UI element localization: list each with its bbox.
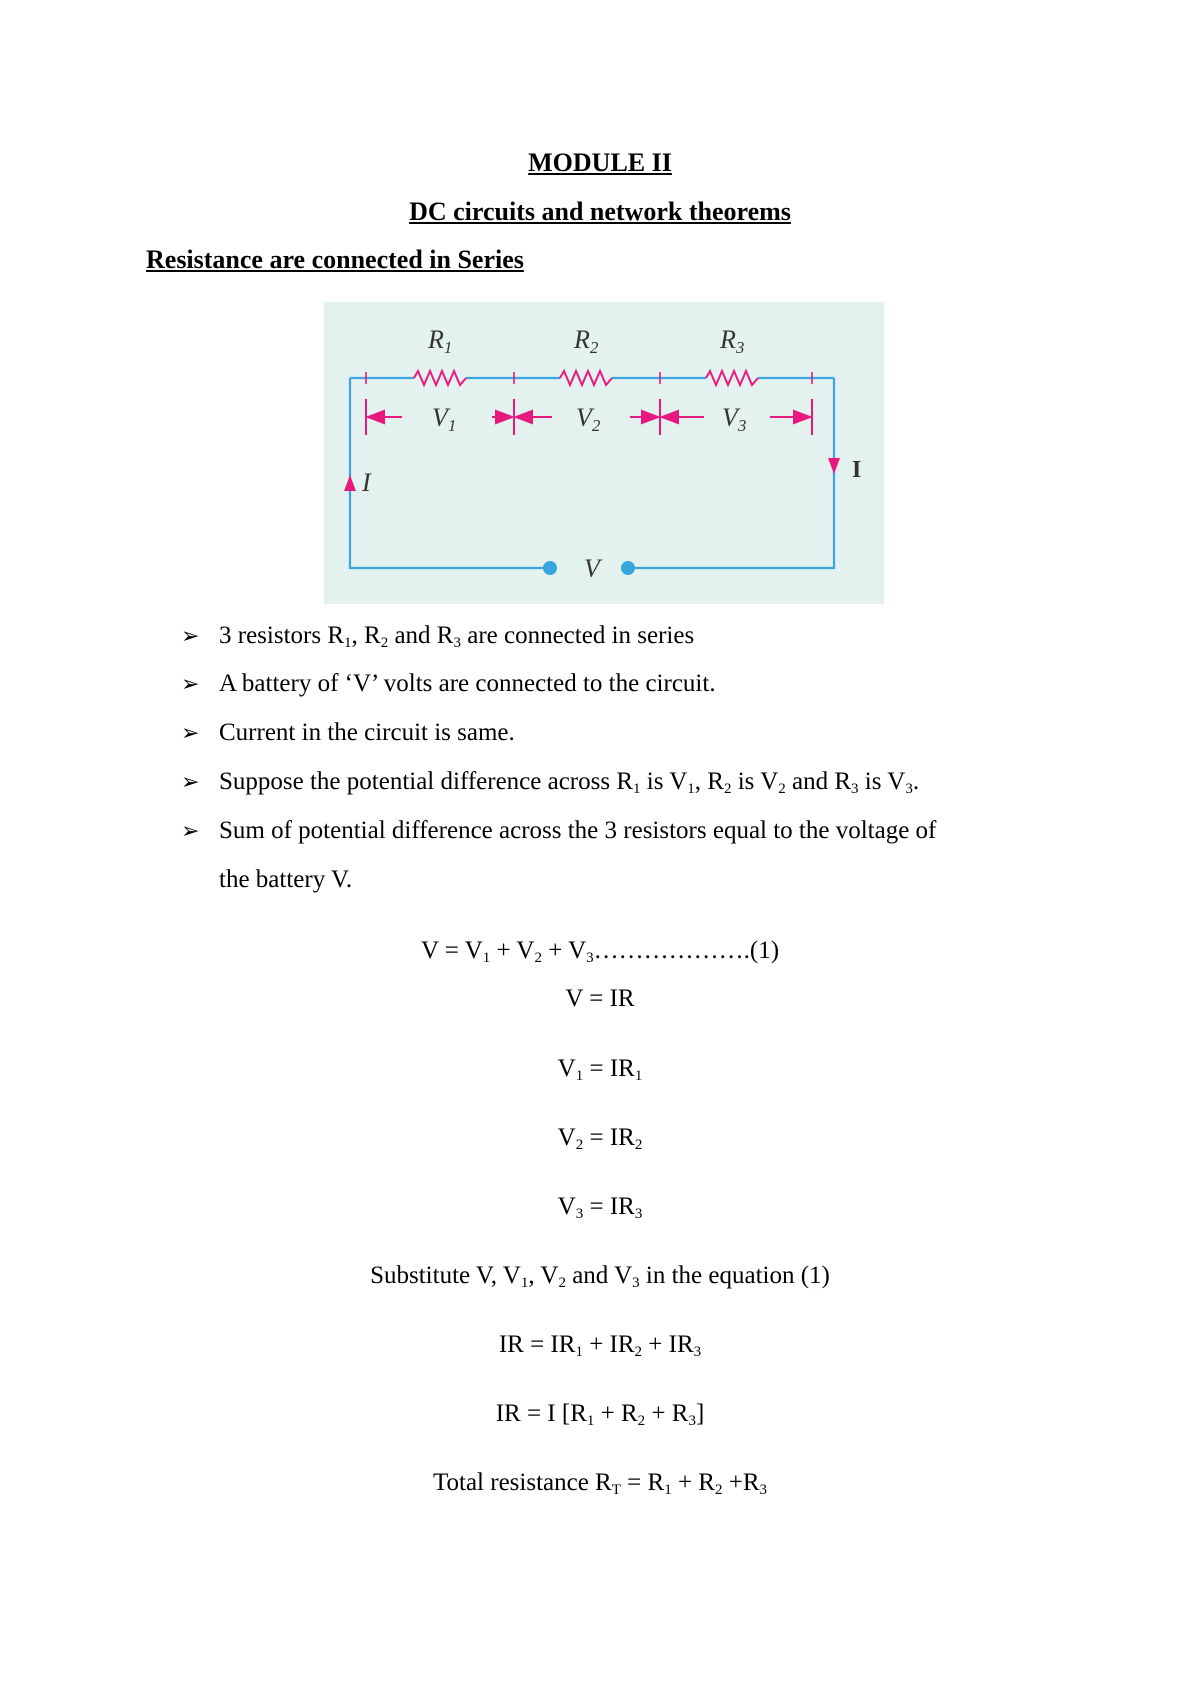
bullet-item <box>181 670 716 700</box>
series-circuit-diagram <box>324 302 884 604</box>
battery-terminal-positive <box>621 561 635 575</box>
equation-substituted: IR = $IR_1 + IR_2 + IR_3$ <box>498 1331 702 1360</box>
bullet-item <box>181 768 919 798</box>
equation-v2: $V_2 = IR_2$ <box>557 1124 643 1153</box>
bullet-text: Sum of potential difference across the 3 resistors equal to the voltage of <box>219 817 937 844</box>
equation-factored: IR = I $[R_1 + R_2 + R_3]$ <box>495 1400 705 1429</box>
equation-ohm: V = IR <box>565 985 635 1012</box>
arrow-bullet-icon: ➢ <box>181 672 200 697</box>
equation-1: $V = V_1 + V_2$ + $V_3\dots\dots\dots\dots\dots\dots.(1)$ <box>420 937 780 966</box>
battery-label: V <box>584 554 600 583</box>
equation-v3: $V_3 = IR_3$ <box>557 1193 643 1222</box>
diagram-background <box>324 302 884 604</box>
substitute-line: Substitute V, $V_1$, $V_2$ and $V_3$ in the equation (1) <box>370 1262 830 1291</box>
resistor-label-r2: R2 <box>574 325 599 357</box>
bullet-item <box>181 719 515 749</box>
bullet-text: Suppose the potential difference across $R_1$ is $V_1$, $R_2$ is $V_2$ and $R_3$ is $V_3$. <box>219 768 920 797</box>
bullet-item <box>181 622 694 652</box>
arrow-bullet-icon: ➢ <box>181 770 200 795</box>
bullet-text: Current in the circuit is same. <box>219 719 515 746</box>
bullet-text: A battery of ‘V’ volts are connected to the circuit. <box>219 670 716 697</box>
page-subtitle: DC circuits and network theorems <box>409 197 791 226</box>
equation-v1: $V_1 = IR_1$ <box>557 1055 643 1084</box>
arrow-bullet-icon: ➢ <box>181 819 200 844</box>
battery-terminal-negative <box>543 561 557 575</box>
arrow-bullet-icon: ➢ <box>181 624 200 649</box>
bullet-text: 3 resistors $R_1$, $R_2$ and $R_3$ are connected in series <box>219 622 695 651</box>
arrow-bullet-icon: ➢ <box>181 721 200 746</box>
module-title: MODULE II <box>528 148 672 177</box>
current-label-right: I <box>852 457 862 483</box>
section-heading: Resistance are connected in Series <box>146 245 524 274</box>
resistor-label-r1: R1 <box>428 325 453 357</box>
equation-total-resistance: Total resistance $R_T = R_1 + R_2 +R_3$ <box>432 1469 767 1498</box>
voltage-label-v1: V1 <box>432 403 457 435</box>
voltage-label-v3: V3 <box>722 403 747 435</box>
voltage-label-v2: V2 <box>576 403 601 435</box>
bullet-item <box>181 817 936 847</box>
current-label-left: I <box>362 468 371 497</box>
bullet-text-continuation: the battery V. <box>219 866 353 893</box>
resistor-label-r3: R3 <box>720 325 745 357</box>
